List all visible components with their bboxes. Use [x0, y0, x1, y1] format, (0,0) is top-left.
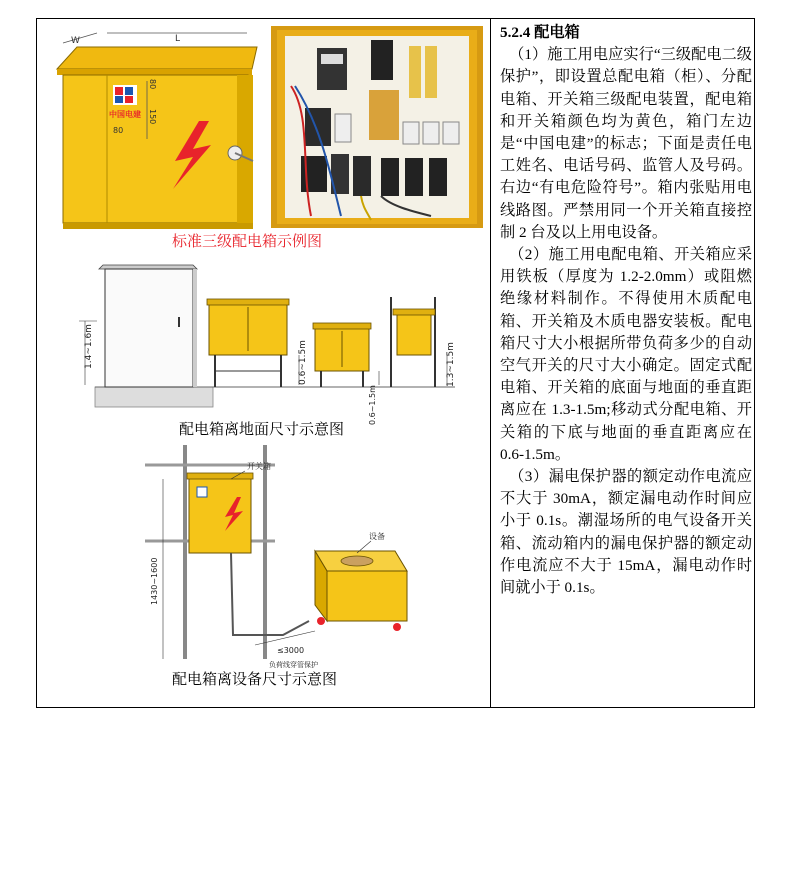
- dim-fixed-height: 1.4~1.6m: [84, 324, 94, 369]
- section-heading: 5.2.4 配电箱: [500, 24, 580, 41]
- distance-label: ≤3000: [277, 646, 305, 655]
- cable-protection-label: 负荷线穿管保护: [269, 661, 318, 669]
- box-interior-photo: [271, 26, 483, 228]
- standard-box-drawing: [47, 29, 267, 239]
- equipment-machine: [315, 551, 407, 631]
- dim-l-label: L: [175, 34, 181, 44]
- box-distance-diagram: [145, 445, 413, 669]
- figure1-caption: 标准三级配电箱示例图: [172, 232, 323, 250]
- height-range-label: 1430~1600: [150, 557, 159, 605]
- paragraph-3: （3）漏电保护器的额定动作电流应不大于 30mA，额定漏电动作时间应小于 0.1s。潮湿场所的电气设备开关箱、流动箱内的漏电保护器的额定动作电流应不大于 15mA，漏电动作时间就小于 0.1s。: [500, 468, 752, 597]
- column-divider: [490, 18, 491, 708]
- dim-w-label: W: [71, 36, 80, 46]
- dim-80-label-b: 80: [113, 126, 124, 135]
- dim-mobile-height-b: 0.6~1.5m: [368, 385, 377, 425]
- figure3-caption: 配电箱离设备尺寸示意图: [172, 670, 338, 688]
- dim-80-label-a: 80: [148, 79, 157, 90]
- dim-150-label: 150: [148, 109, 157, 125]
- left-column: [37, 19, 490, 707]
- figure2-caption: 配电箱离地面尺寸示意图: [179, 420, 345, 438]
- paragraph-2: （2）施工用电配电箱、开关箱应采用铁板（厚度为 1.2-2.0mm）或阻燃绝缘材料制作。不得使用木质配电箱、开关箱及木质电器安装板。配电箱尺寸大小根据所带负荷多少的自动空气开关的尺寸大小确定。固定式配电箱、开关箱的底面与地面的垂直距离应在 1.3-1.5m;移动式分配电箱、开关箱的下底与地面的垂直距离应在 0.6-1.5m。: [500, 246, 752, 463]
- equipment-label: 设备: [369, 532, 385, 541]
- switch-box-label: 开关箱: [247, 462, 271, 471]
- dim-wall-height: 1.3~1.5m: [446, 342, 456, 387]
- right-column: [500, 22, 752, 599]
- box-height-diagram: [75, 257, 465, 425]
- dim-mobile-height-a: 0.6~1.5m: [298, 340, 308, 385]
- paragraph-1: （1）施工用电应实行“三级配电二级保护”，即设置总配电箱（柜）、分配电箱、开关箱三级配电装置，配电箱和开关箱颜色均为黄色，箱门左边是“中国电建”的标志；下面是责任电工姓名、电话号码、监管人及号码。右边“有电危险符号”。箱内张贴用电线路图。严禁用同一个开关箱直接控制 2 台及以上用电设备。: [500, 46, 752, 241]
- power-china-logo: [113, 85, 137, 105]
- logo-text: 中国电建: [109, 110, 141, 119]
